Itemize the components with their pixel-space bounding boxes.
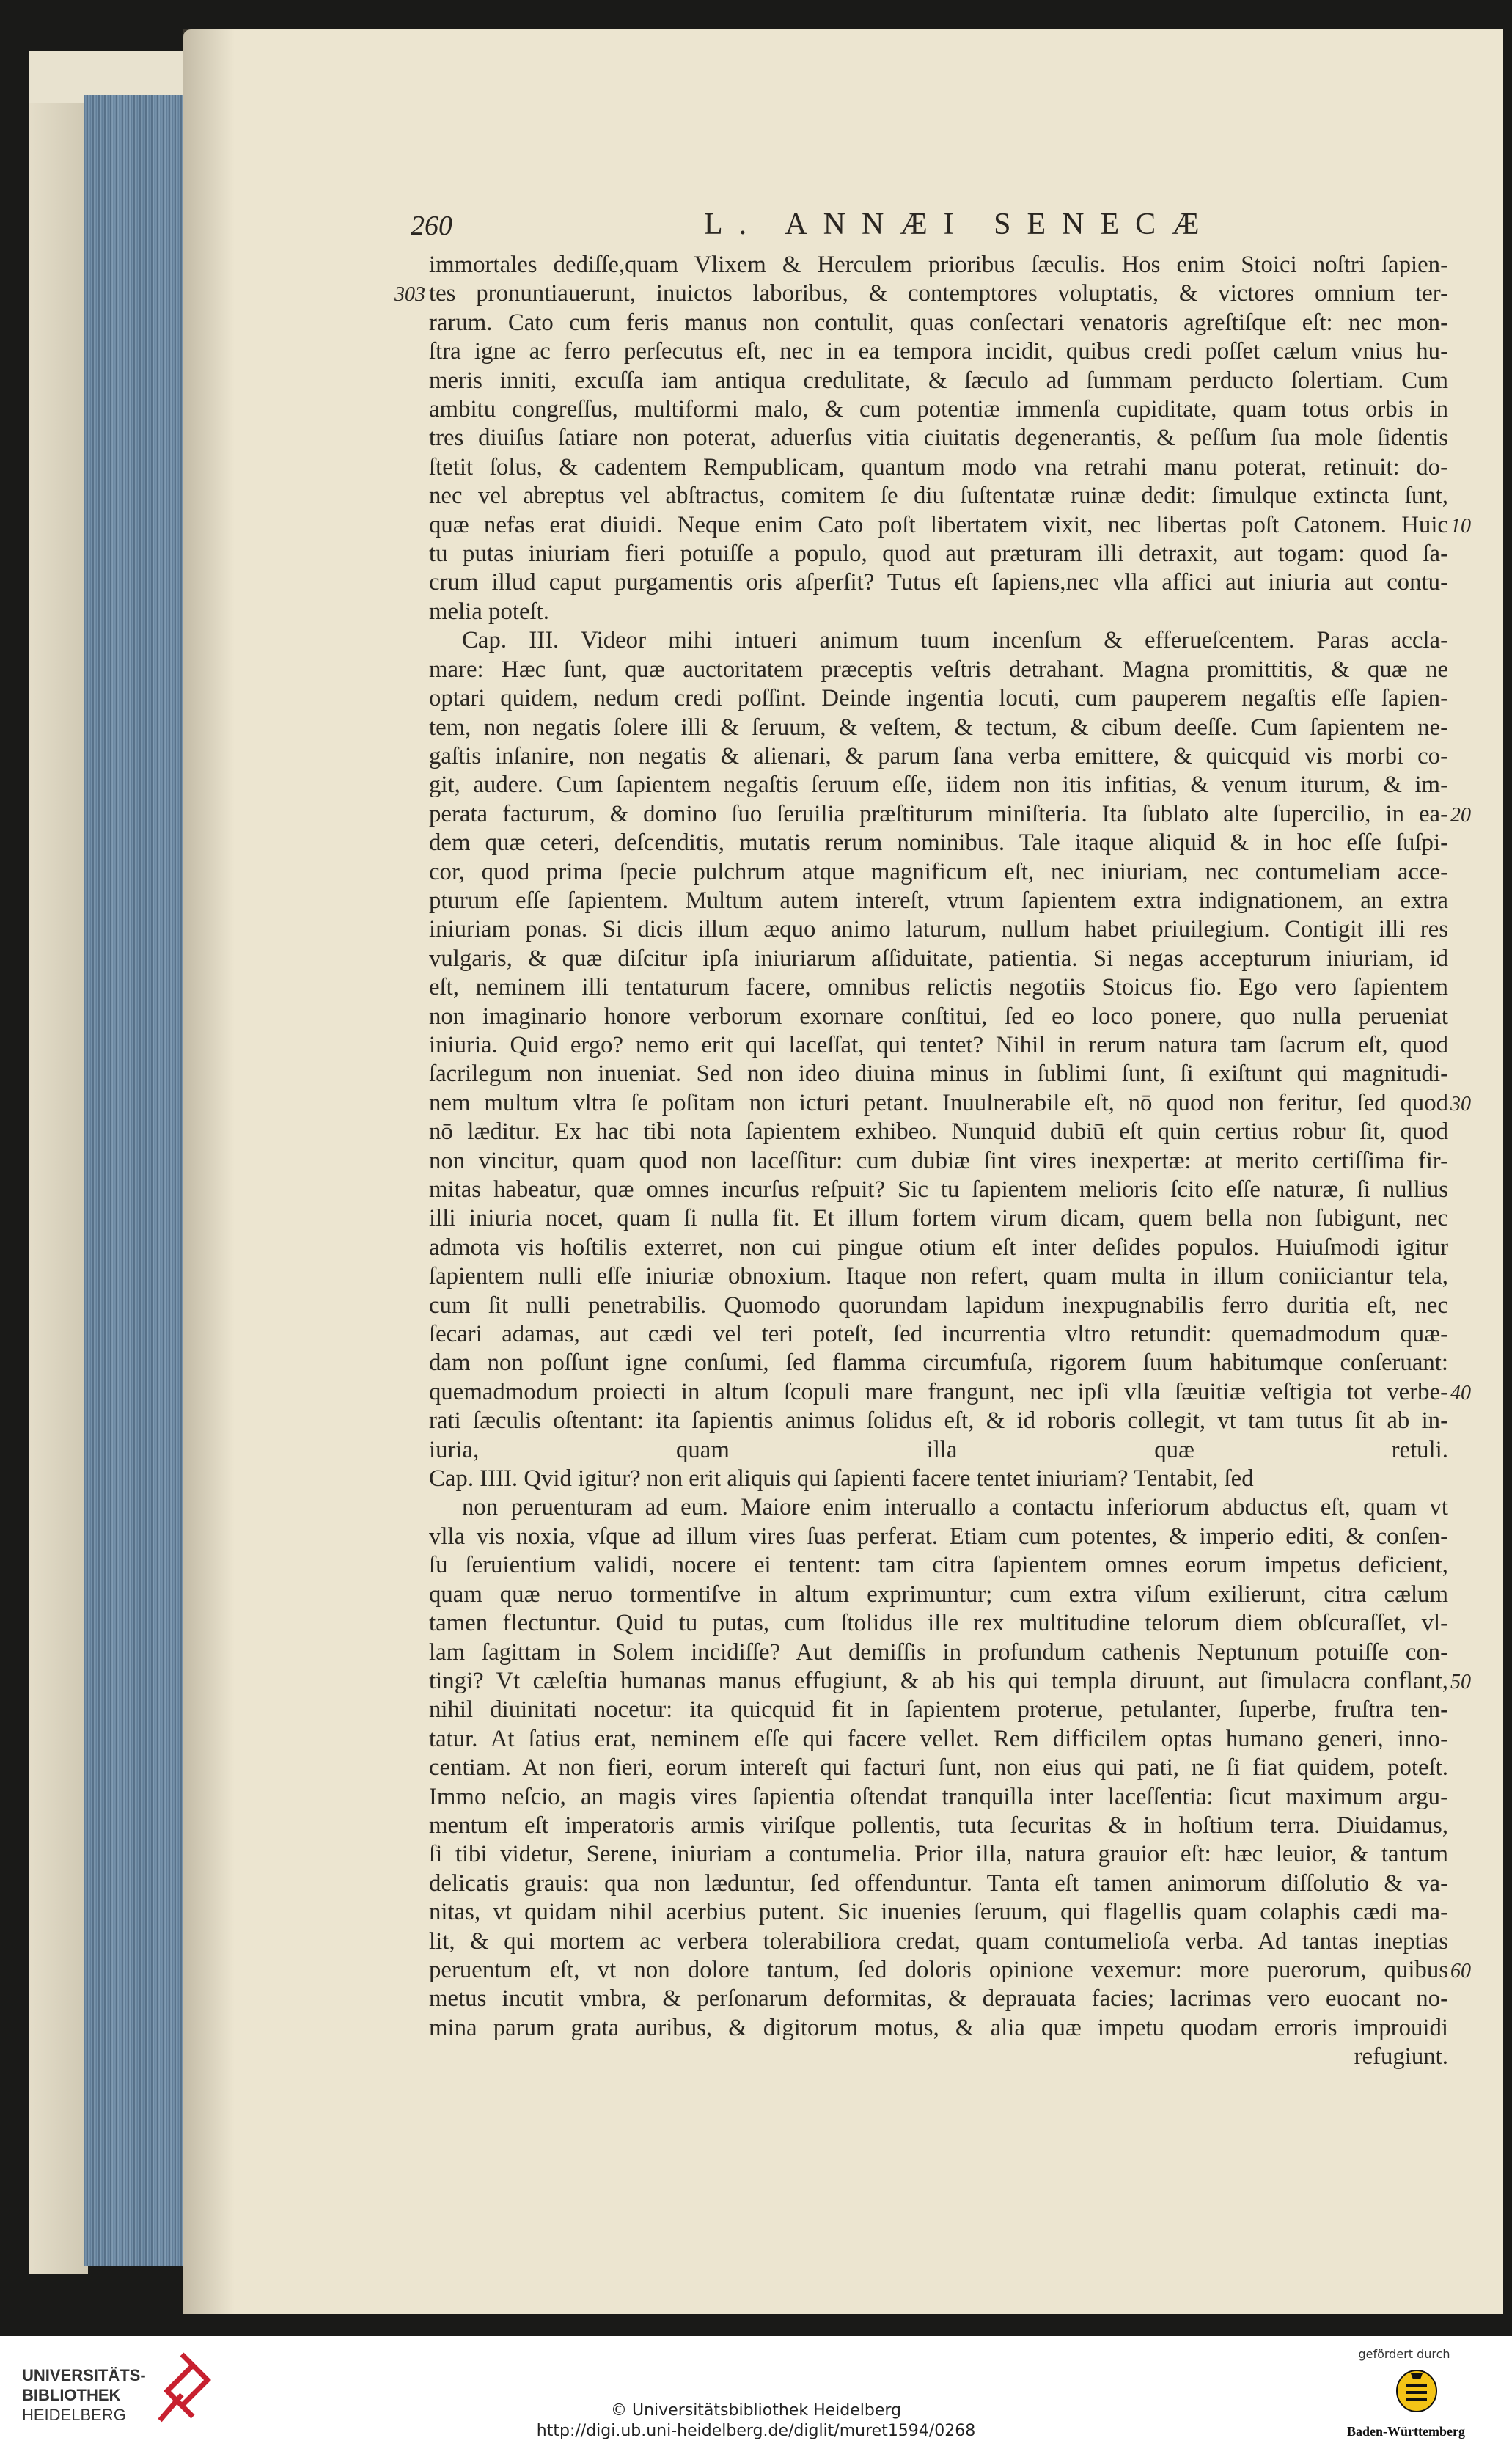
running-title: L. ANNÆI SENECÆ — [704, 208, 1216, 241]
book-block-edge — [29, 51, 88, 2274]
text-line: quemadmodum proiecti in altum ſcopuli mare frangunt, nec ipſi vlla ſæuitiæ veſtigia tot verbe- — [429, 1378, 1448, 1405]
text-line: dam non poſſunt igne conſumi, ſed flamma circumfuſa, rigorem ſuum habitumque conſeruant: — [429, 1350, 1448, 1377]
text-line: non vincitur, quam quod non laceſſitur: cum dubiæ ſint vires inexpertæ: at merito certiſſima fir- — [429, 1147, 1448, 1174]
page-number: 260 — [411, 210, 452, 241]
text-line: meris inniti, excuſſa iam antiqua credulitate, & ſæculo ad ſummam perducto ſolertiam. Cum — [429, 367, 1448, 394]
text-line: iniuria. Quid ergo? nemo erit qui laceſſat, qui tentet? Nihil in rerum natura tam ſacrum eſt, quod — [429, 1031, 1448, 1058]
running-head — [411, 207, 1452, 245]
text-line: Immo neſcio, an magis vires ſapientia oſtendat tranquilla inter laceſſentia: ſicut maximum argu- — [429, 1783, 1448, 1810]
body-text — [429, 251, 1448, 2072]
text-line: nitas, vt quidam nihil acerbius putent. Sic inuenies ſeruum, qui flagellis quam colaphis cædi ma- — [429, 1899, 1448, 1926]
text-line: non peruenturam ad eum. Maiore enim interuallo a contactu inferiorum abductus eſt, quam vt — [462, 1494, 1448, 1521]
text-line: mentum eſt imperatoris armis viriſque pollentis, tuta ſecuritas & in hoſtium terra. Diuidamus, — [429, 1812, 1448, 1839]
text-line: refugiunt. — [1354, 2043, 1448, 2070]
margin-number: 20 — [1450, 804, 1471, 827]
margin-number: 10 — [1450, 515, 1471, 538]
text-line: metus incutit vmbra, & perſonarum deformitas, & deprauata facies; lacrimas vero euocant no- — [429, 1985, 1448, 2013]
text-line: Cap. III. Videor mihi intueri animum tuum incenſum & efferueſcentem. Paras accla- — [462, 627, 1448, 654]
text-line: crum illud caput purgamentis oris aſperſit? Tutus eſt ſapiens,nec vlla affici aut iniuria aut contu- — [429, 569, 1448, 596]
text-line: rarum. Cato cum feris manus non contulit, quas conſectari venatoris agreſtiſque eſt: nec mon- — [429, 309, 1448, 336]
text-line: ſi tibi videtur, Serene, iniuriam a contumelia. Prior illa, natura grauior eſt: hæc leuior, & tantum — [429, 1841, 1448, 1868]
text-line: eſt, neminem illi tentaturum facere, omnibus relictis negotiis Stoicus fio. Ego vero ſapientem — [429, 974, 1448, 1001]
text-line: tes pronuntiauerunt, inuictos laboribus, & contemptores voluptatis, & victores omnium ter- — [429, 280, 1448, 307]
text-line: ambitu congreſſus, multiformi malo, & cum potentiæ immenſa cupiditate, quam totus orbis in — [429, 396, 1448, 423]
library-name-line1: UNIVERSITÄTS- — [22, 2366, 146, 2384]
text-line: immortales dediſſe,quam Vlixem & Herculem prioribus ſæculis. Hos enim Stoici noſtri ſapien- — [429, 252, 1448, 278]
text-line: optari quidem, nedum credi poſſint. Deinde ingentia locuti, cum pauperem negaſtis eſſe ſapien- — [429, 685, 1448, 712]
text-line: nem multum vltra ſe poſitam non icturi petant. Inuulnerabile eſt, nō quod non feritur, ſed quod — [429, 1089, 1448, 1116]
text-line: admota vis hoſtilis exterret, non cui pingue otium eſt inter deſides populos. Huiuſmodi igitur — [429, 1234, 1448, 1261]
text-line: nō læditur. Ex hac tibi nota ſapientem exhibeo. Nunquid dubiū eſt quin certius robur ſit, quod — [429, 1118, 1448, 1146]
text-line: tu putas iniuriam fieri potuiſſe a populo, quod aut præturam illi detraxit, aut togam: quod ſa- — [429, 541, 1448, 568]
text-line: lit, & qui mortem ac verbera tolerabiliora credat, quam contumelioſa verba. Ad tantas ineptias — [429, 1927, 1448, 1955]
gutter-shadow — [183, 29, 235, 2314]
copyright-notice — [0, 2401, 1512, 2442]
text-line: rati ſæculis oſtentant: ita ſapientis animus ſolidus eſt, & id roboris collegit, vt tam tutus ſit ab in- — [429, 1407, 1448, 1435]
text-line: illi iniuria nocet, quam ſi nulla fit. Et illum fortem virum dicam, quem bella non ſubigunt, nec — [429, 1205, 1448, 1232]
text-line: tamen flectuntur. Quid tu putas, cum ſtolidus ille rex multitudine telorum diem obſcuraſſet, vl- — [429, 1610, 1448, 1637]
text-line: quam quæ neruo tormentiſve in altum exprimuntur; cum extra viſum exilierunt, citra cælum — [429, 1581, 1448, 1608]
text-line: gaſtis inſanire, non negatis & alienari, & parum ſana verba emittere, & quicquid vis morbi co- — [429, 742, 1448, 769]
text-line: tem, non negatis ſolere illi & ſeruum, & veſtem, & tectum, & cibum deeſſe. Cum ſapientem ne- — [429, 714, 1448, 741]
library-name-line2: BIBLIOTHEK — [22, 2386, 121, 2404]
text-line: ſacrilegum non inueniat. Sed non ideo diuina minus in ſublimi ſunt, ſi exiſtunt qui magnitudi- — [429, 1061, 1448, 1088]
text-line: delicatis grauis: qua non læduntur, ſed offenduntur. Tanta eſt tamen animorum diſſolutio & va- — [429, 1870, 1448, 1897]
text-line: ſu ſeruientium validi, nocere ei tentent: tam citra ſapientem omnes eorum impetus deficient, — [429, 1552, 1448, 1579]
text-line: ſapientem nulli eſſe iniuriæ obnoxium. Itaque non refert, quam multa in illum coniiciantur tela, — [429, 1263, 1448, 1290]
margin-number: 40 — [1450, 1382, 1471, 1405]
text-line: Cap. IIII. Qvid igitur? non erit aliquis qui ſapienti facere tentet iniuriam? Tentabit, ſed — [429, 1465, 1254, 1493]
sponsor-name: Baden-Württemberg — [1347, 2424, 1465, 2439]
text-line: non imaginario honore verborum exornare conſtitui, ſed eo loco ponere, quo nulla perueniat — [429, 1003, 1448, 1030]
text-line: vulgaris, & quæ diſcitur ipſa iniuriarum aſſiduitate, patientia. Si negas accepturum iniuriam, id — [429, 945, 1448, 972]
text-line: cum ſit nulli penetrabilis. Quomodo quorundam lapidum inexpugnabilis ferro duritia eſt, nec — [429, 1292, 1448, 1319]
margin-number: 50 — [1450, 1671, 1471, 1693]
text-line: nec vel abreptus vel abſtractus, comitem ſe diu ſuſtentatæ ruinæ dedit: ſimulque extincta ſunt, — [429, 483, 1448, 510]
text-line: melia poteſt. — [429, 598, 549, 625]
text-line: peruentum eſt, vt non dolore tantum, ſed doloris opinione vexemur: more puerorum, quibus — [429, 1956, 1448, 1983]
text-line: tatur. At ſatius erat, neminem eſſe qui facere vellet. Rem difficilem optas humano generi, inno- — [429, 1725, 1448, 1752]
text-line: pturum eſſe ſapientem. Multum autem intereſt, vtrum ſapientem extra indignationem, an extra — [429, 887, 1448, 914]
viewer-footer — [0, 2336, 1512, 2446]
margin-number: 30 — [1450, 1093, 1471, 1116]
margin-number: 303 — [394, 283, 425, 306]
state-seal-icon — [1395, 2369, 1439, 2413]
permalink-url[interactable]: http://digi.ub.uni-heidelberg.de/diglit/muret1594/0268 — [536, 2422, 976, 2440]
text-line: iniuriam ponas. Si dicis illum æquo animo laturum, nullum habet priuilegium. Contigit illi res — [429, 916, 1448, 943]
copyright-text: © Universitätsbibliothek Heidelberg — [610, 2401, 901, 2420]
sponsor-label: gefördert durch — [1358, 2347, 1450, 2361]
text-line: ſecari adamas, aut cædi vel teri poteſt, ſed incurrentia vltro retundit: quemadmodum quæ- — [429, 1321, 1448, 1348]
text-line: vlla vis noxia, vſque ad illum vires ſuas perferat. Etiam cum potentes, & imperio editi, & conſen- — [429, 1523, 1448, 1550]
text-line: quæ nefas erat diuidi. Neque enim Cato poſt libertatem vixit, nec libertas poſt Catonem. Huic — [429, 511, 1448, 538]
text-line: mina parum grata auribus, & digitorum motus, & alia quæ impetu quodam erroris improuidi — [429, 2014, 1448, 2041]
text-line: nihil diuinitati nocetur: ita quicquid fit in ſapientem proterue, petulanter, ſuperbe, fruſtra ten- — [429, 1696, 1448, 1724]
library-name-line3: HEIDELBERG — [22, 2406, 126, 2424]
text-line: perata facturum, & domino ſuo ſeruilia præſtiturum miniſteria. Ita ſublato alte ſupercilio, in ea- — [429, 800, 1448, 827]
text-line: ſtra igne ac ferro perſecutus eſt, nec in ea tempora incidit, quibus credi poſſet cælum vnius hu- — [429, 338, 1448, 365]
text-line: tres diuiſus ſatiare non poterat, aduerſus vitia ciuitatis degenerantis, & peſſum ſua mole ſidentis — [429, 425, 1448, 452]
text-line: tingi? Vt cæleſtia humanas manus effugiunt, & ab his qui templa diruunt, aut ſimulacra conflant, — [429, 1667, 1448, 1694]
text-line: mitas habeatur, quæ omnes incurſus reſpuit? Sic tu ſapientem melioris ſcito eſſe naturæ, ſi nullius — [429, 1176, 1448, 1203]
text-line: centiam. At non fieri, eorum intereſt qui facturi ſunt, non eius qui pati, ne ſi fiat quidem, poteſt. — [429, 1754, 1448, 1782]
text-line: lam ſagittam in Solem incidiſſe? Aut demiſſis in profundum cathenis Neptunum potuiſſe con- — [429, 1638, 1448, 1666]
margin-number: 60 — [1450, 1960, 1471, 1982]
page-edges — [84, 95, 187, 2266]
text-line: mare: Hæc ſunt, quæ auctoritatem præceptis veſtris detrahant. Magna promittitis, & quæ ne — [429, 656, 1448, 683]
text-line: iuria, quam illa quæ retuli. — [429, 1436, 1448, 1463]
text-line: ſtetit ſolus, & cadentem Rempublicam, quantum modo vna retrahi manu poterat, retinuit: do- — [429, 453, 1448, 480]
text-line: dem quæ ceteri, deſcenditis, mutatis rerum nominibus. Tale itaque aliquid & in hoc eſſe ſuſpi- — [429, 830, 1448, 857]
text-line: cor, quod prima ſpecie pulchrum atque magnificum eſt, nec iniuriam, nec contumeliam acce- — [429, 858, 1448, 885]
text-line: git, audere. Cum ſapientem negaſtis ſeruum eſſe, iidem non itis infitias, & venum iturum, & im- — [429, 772, 1448, 799]
